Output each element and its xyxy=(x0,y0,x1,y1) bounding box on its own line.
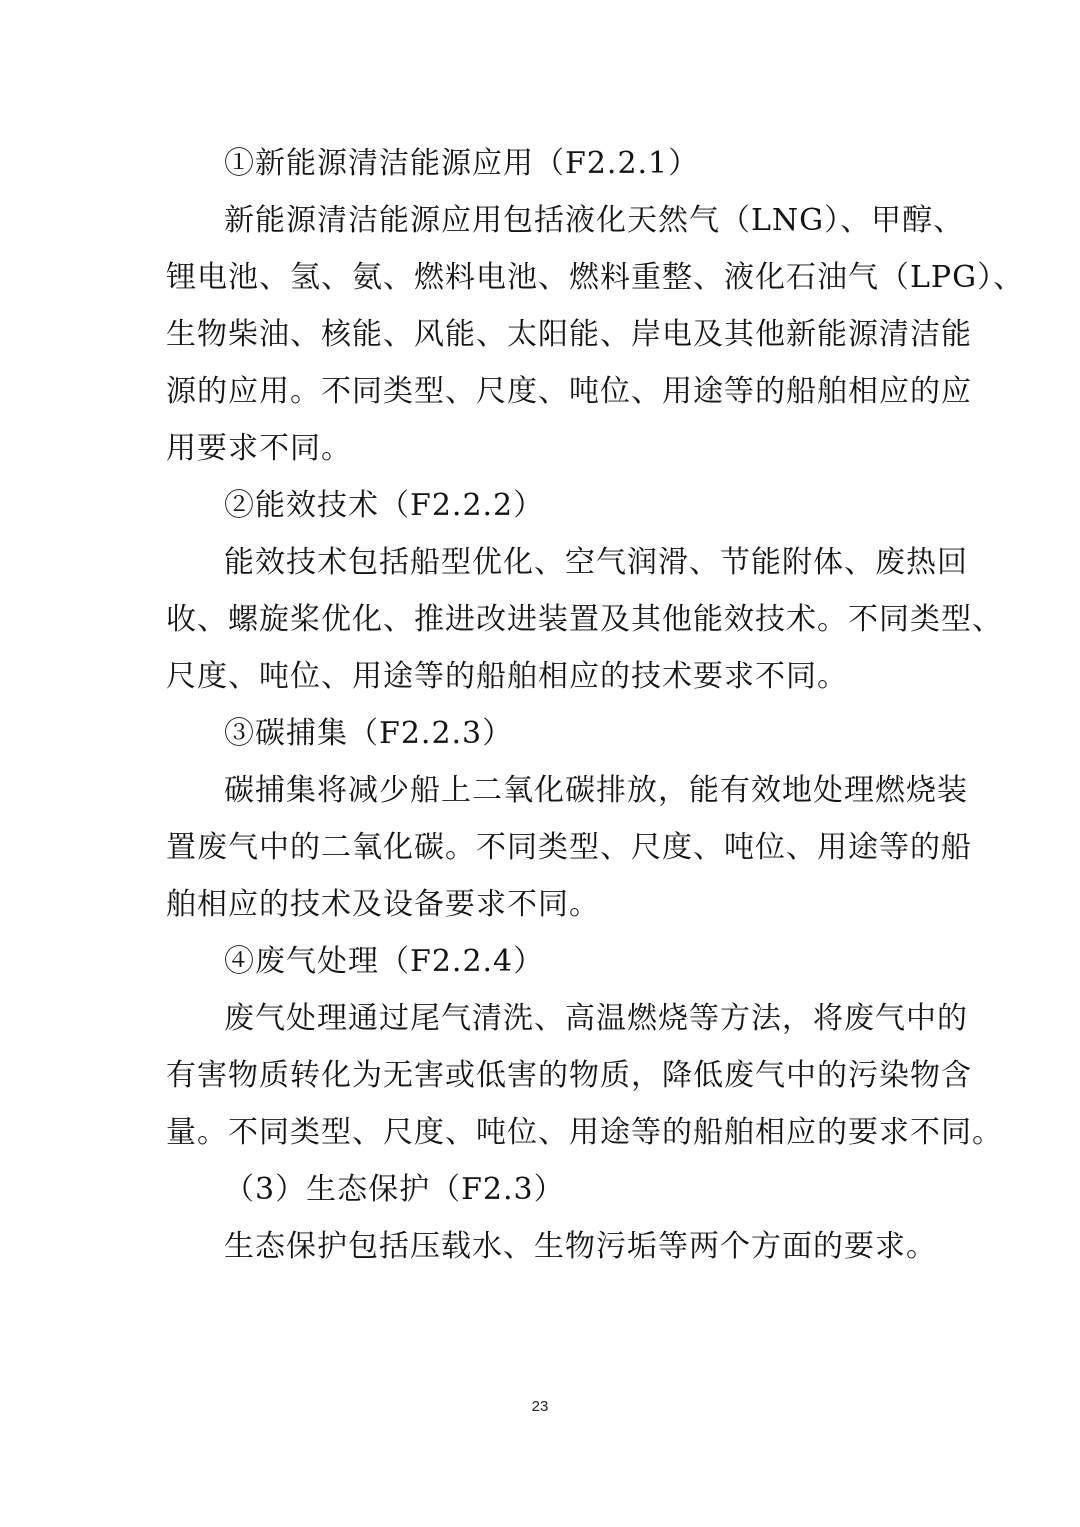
page-number: 23 xyxy=(531,1398,549,1415)
paragraph-line: 源的应用。不同类型、尺度、吨位、用途等的船舶相应的应 xyxy=(166,374,972,409)
paragraph-line: 废气处理通过尾气清洗、高温燃烧等方法，将废气中的 xyxy=(224,1001,968,1036)
section-heading-f2-2-3: ③碳捕集（F2.2.3） xyxy=(224,716,514,751)
section-heading-f2-2-1: ①新能源清洁能源应用（F2.2.1） xyxy=(224,146,700,181)
paragraph-line: 生态保护包括压载水、生物污垢等两个方面的要求。 xyxy=(224,1229,937,1264)
paragraph-line: 生物柴油、核能、风能、太阳能、岸电及其他新能源清洁能 xyxy=(166,317,972,352)
section-heading-f2-2-2: ②能效技术（F2.2.2） xyxy=(224,488,545,523)
paragraph-line: 碳捕集将减少船上二氧化碳排放，能有效地处理燃烧装 xyxy=(224,773,968,808)
paragraph-line: 能效技术包括船型优化、空气润滑、节能附体、废热回 xyxy=(224,545,968,580)
paragraph-line: 收、螺旋桨优化、推进改进装置及其他能效技术。不同类型、 xyxy=(166,602,1003,637)
paragraph-line: 新能源清洁能源应用包括液化天然气（LNG）、甲醇、 xyxy=(224,203,965,238)
section-heading-f2-3: （3）生态保护（F2.3） xyxy=(224,1172,565,1207)
paragraph-line: 有害物质转化为无害或低害的物质，降低废气中的污染物含 xyxy=(166,1058,972,1093)
paragraph-line: 锂电池、氢、氨、燃料电池、燃料重整、液化石油气（LPG）、 xyxy=(166,260,1025,295)
paragraph-line: 尺度、吨位、用途等的船舶相应的技术要求不同。 xyxy=(166,659,848,694)
paragraph-line: 量。不同类型、尺度、吨位、用途等的船舶相应的要求不同。 xyxy=(166,1115,1003,1150)
body-text xyxy=(166,135,1025,1275)
section-heading-f2-2-4: ④废气处理（F2.2.4） xyxy=(224,944,545,979)
paragraph-line: 舶相应的技术及设备要求不同。 xyxy=(166,887,600,922)
paragraph-line: 置废气中的二氧化碳。不同类型、尺度、吨位、用途等的船 xyxy=(166,830,972,865)
paragraph-line: 用要求不同。 xyxy=(166,431,352,466)
